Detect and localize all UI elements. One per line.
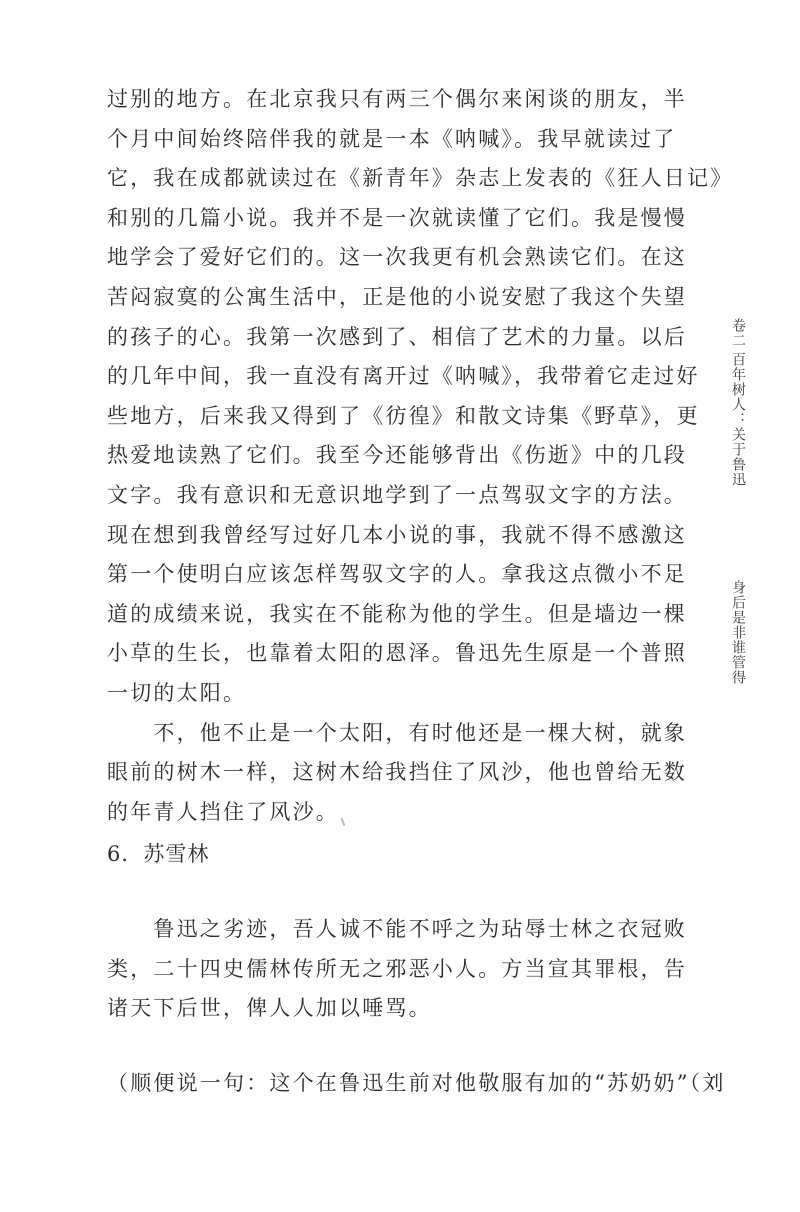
margin-volume-label: 卷二 <box>730 318 746 348</box>
text-line: 不，他不止是一个太阳，有时他还是一棵大树，就象 <box>107 720 687 745</box>
text-line: 一切的太阳。 <box>107 680 247 705</box>
note-paragraph <box>107 1064 726 1104</box>
body-text <box>107 80 734 832</box>
margin-section-title: 身后是非谁管得 <box>730 580 746 685</box>
text-line: 现在想到我曾经写过好几本小说的事，我就不得不感激这 <box>107 522 687 547</box>
text-line: 的几年中间，我一直没有离开过《呐喊》，我带着它走过好 <box>107 364 700 389</box>
text-line: 苦闷寂寞的公寓生活中，正是他的小说安慰了我这个失望 <box>107 284 687 309</box>
section-heading: 6．苏雪林 <box>107 842 210 866</box>
text-line: 的孩子的心。我第一次感到了、相信了艺术的力量。以后 <box>107 324 687 349</box>
text-line: 些地方，后来我又得到了《彷徨》和散文诗集《野草》，更 <box>107 403 700 428</box>
quote-line: 鲁迅之劣迹，吾人诚不能不呼之为玷辱士林之衣冠败 <box>107 917 687 941</box>
quotation-block <box>107 910 687 1029</box>
margin-chapter-title: 百年树人：关于鲁迅 <box>730 352 746 487</box>
text-line: 它，我在成都就读过在《新青年》杂志上发表的《狂人日记》 <box>107 166 734 191</box>
quote-line: 类，二十四史儒林传所无之邪恶小人。方当宣其罪根，告 <box>107 956 687 981</box>
text-line: 第一个使明白应该怎样驾驭文字的人。拿我这点微小不足 <box>107 562 687 587</box>
text-line: 过别的地方。在北京我只有两三个偶尔来闲谈的朋友，半 <box>107 87 687 111</box>
text-line: 的年青人挡住了风沙。 <box>107 799 339 824</box>
note-line: （顺便说一句：这个在鲁迅生前对他敬服有加的“苏奶奶”（刘 <box>107 1071 726 1095</box>
quote-line: 诸天下后世，俾人人加以唾骂。 <box>107 996 432 1021</box>
text-line: 文字。我有意识和无意识地学到了一点驾驭文字的方法。 <box>107 482 687 507</box>
text-line: 热爱地读熟了它们。我至今还能够背出《伤逝》中的几段 <box>107 443 687 468</box>
text-line: 地学会了爱好它们的。这一次我更有机会熟读它们。在这 <box>107 245 687 270</box>
text-line: 小草的生长，也靠着太阳的恩泽。鲁迅先生原是一个普照 <box>107 641 687 666</box>
text-line: 和别的几篇小说。我并不是一次就读懂了它们。我是慢慢 <box>107 205 687 230</box>
text-line: 个月中间始终陪伴我的就是一本《呐喊》。我早就读过了 <box>107 126 677 151</box>
text-line: 眼前的树木一样，这树木给我挡住了风沙，他也曾给无数 <box>107 760 687 785</box>
text-line: 道的成绩来说，我实在不能称为他的学生。但是墙边一棵 <box>107 601 687 626</box>
